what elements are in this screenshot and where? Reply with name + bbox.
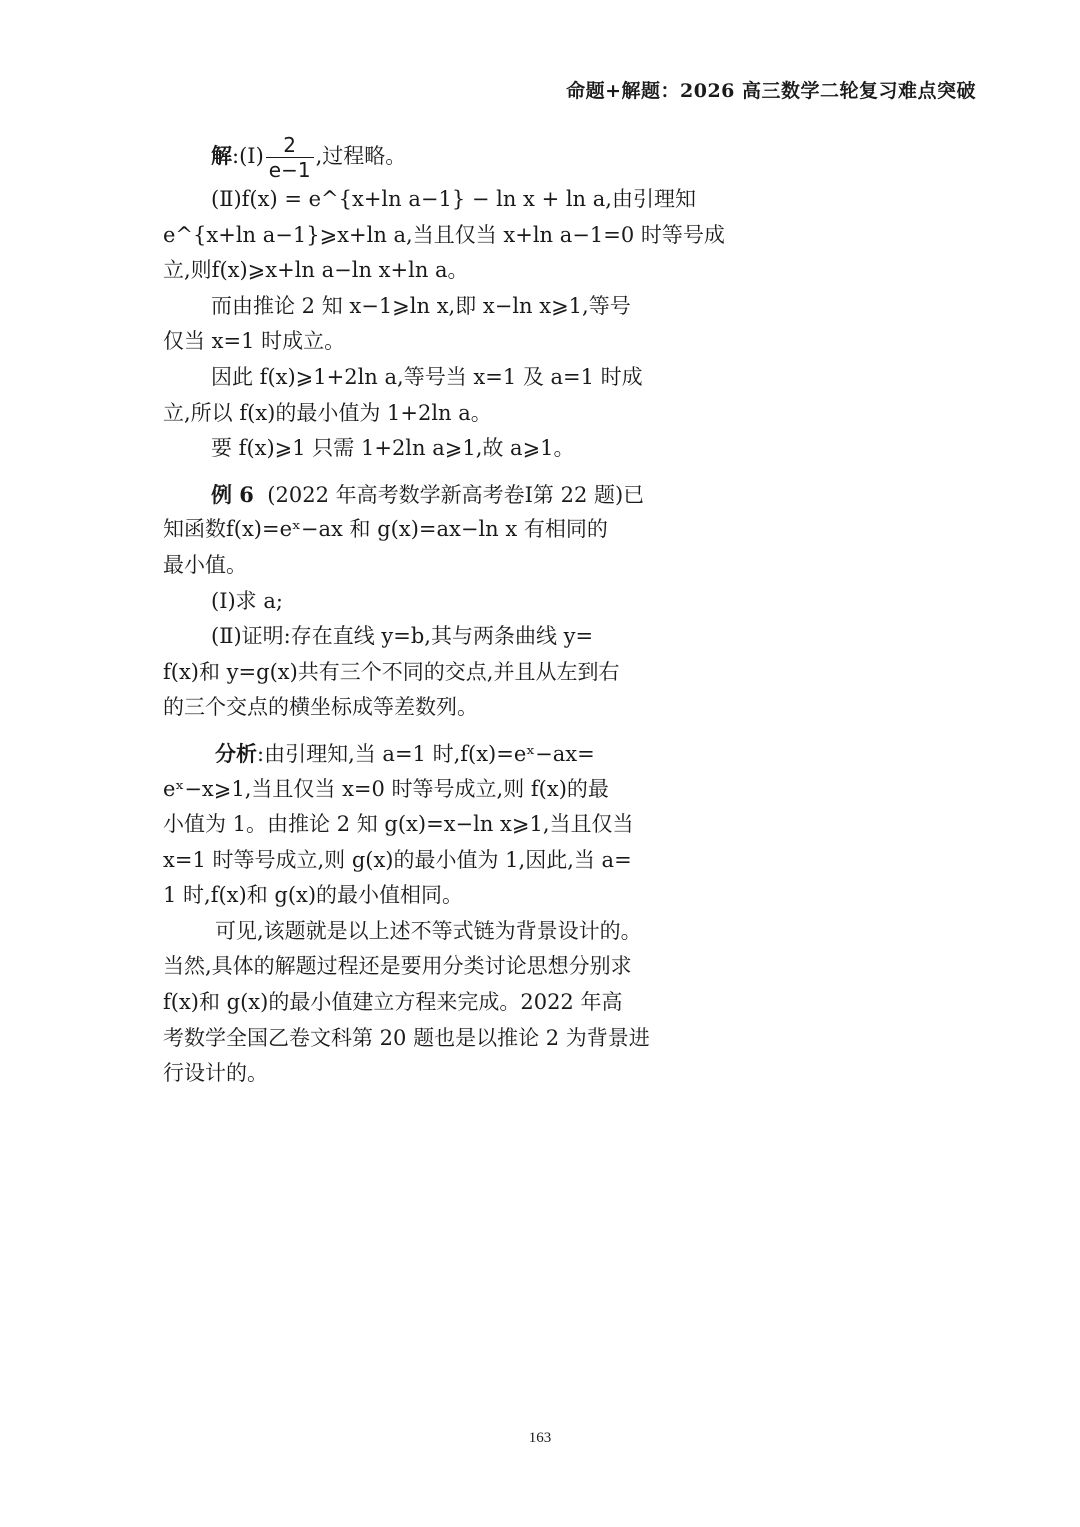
conclusion-line: 行设计的。 — [163, 1061, 268, 1086]
running-header: 命题+解题：2026 高三数学二轮复习难点突破 — [566, 80, 976, 102]
analysis-line: 1 时,f(x)和 g(x)的最小值相同。 — [163, 883, 464, 908]
paragraph-line: 要 f(x)⩾1 只需 1+2ln a⩾1,故 a⩾1。 — [211, 436, 575, 461]
conclusion-line: 考数学全国乙卷文科第 20 题也是以推论 2 为背景进 — [163, 1025, 650, 1050]
paragraph-line: 而由推论 2 知 x−1⩾ln x,即 x−ln x⩾1,等号 — [211, 293, 631, 318]
example-heading — [163, 477, 708, 513]
part1-suffix: ,过程略。 — [315, 144, 407, 168]
solution-part2-line: e^{x+ln a−1}⩾x+ln a,当且仅当 x+ln a−1=0 时等号成 — [163, 222, 725, 247]
example-line: 知函数f(x)=eˣ−ax 和 g(x)=ax−ln x 有相同的 — [163, 517, 608, 542]
solution-part2-line: (Ⅱ)f(x) = e^{x+ln a−1} − ln x + ln a,由引理知 — [211, 187, 696, 211]
question-2-line: 的三个交点的横坐标成等差数列。 — [163, 695, 478, 720]
example-line: 最小值。 — [163, 552, 247, 577]
analysis-label: 分析 — [215, 740, 257, 766]
paragraph-line: 立,所以 f(x)的最小值为 1+2ln a。 — [163, 400, 492, 425]
analysis-line: x=1 时等号成立,则 g(x)的最小值为 1,因此,当 a= — [163, 847, 632, 872]
analysis-heading — [163, 736, 708, 772]
analysis-line: eˣ−x⩾1,当且仅当 x=0 时等号成立,则 f(x)的最 — [163, 776, 609, 801]
solution-label: 解 — [211, 143, 232, 168]
example-label: 例 6 — [211, 481, 254, 507]
conclusion-line: 当然,具体的解题过程还是要用分类讨论思想分别求 — [163, 954, 632, 979]
solution-part2-line: 立,则f(x)⩾x+ln a−ln x+ln a。 — [163, 258, 469, 283]
conclusion-line: 可见,该题就是以上述不等式链为背景设计的。 — [215, 918, 642, 943]
part1-prefix: :(Ⅰ) — [232, 144, 264, 168]
question-1: (Ⅰ)求 a; — [211, 588, 283, 613]
example-line: (2022 年高考数学新高考卷Ⅰ第 22 题)已 — [267, 482, 645, 507]
page-number: 163 — [528, 1430, 552, 1446]
question-2-line: f(x)和 y=g(x)共有三个不同的交点,并且从左到右 — [163, 659, 620, 684]
fraction-denominator: e−1 — [268, 158, 311, 182]
paragraph-line: 仅当 x=1 时成立。 — [163, 329, 346, 354]
analysis-line: :由引理知,当 a=1 时,f(x)=eˣ−ax= — [257, 741, 595, 766]
paragraph-line: 因此 f(x)⩾1+2ln a,等号当 x=1 及 a=1 时成 — [211, 364, 643, 389]
fraction — [266, 135, 314, 180]
solution-part1 — [163, 130, 708, 182]
page-body — [163, 130, 725, 1092]
fraction-numerator: 2 — [266, 135, 314, 158]
question-2-line: (Ⅱ)证明:存在直线 y=b,其与两条曲线 y= — [211, 624, 594, 649]
analysis-line: 小值为 1。由推论 2 知 g(x)=x−ln x⩾1,当且仅当 — [163, 812, 634, 837]
conclusion-line: f(x)和 g(x)的最小值建立方程来完成。2022 年高 — [163, 990, 623, 1015]
